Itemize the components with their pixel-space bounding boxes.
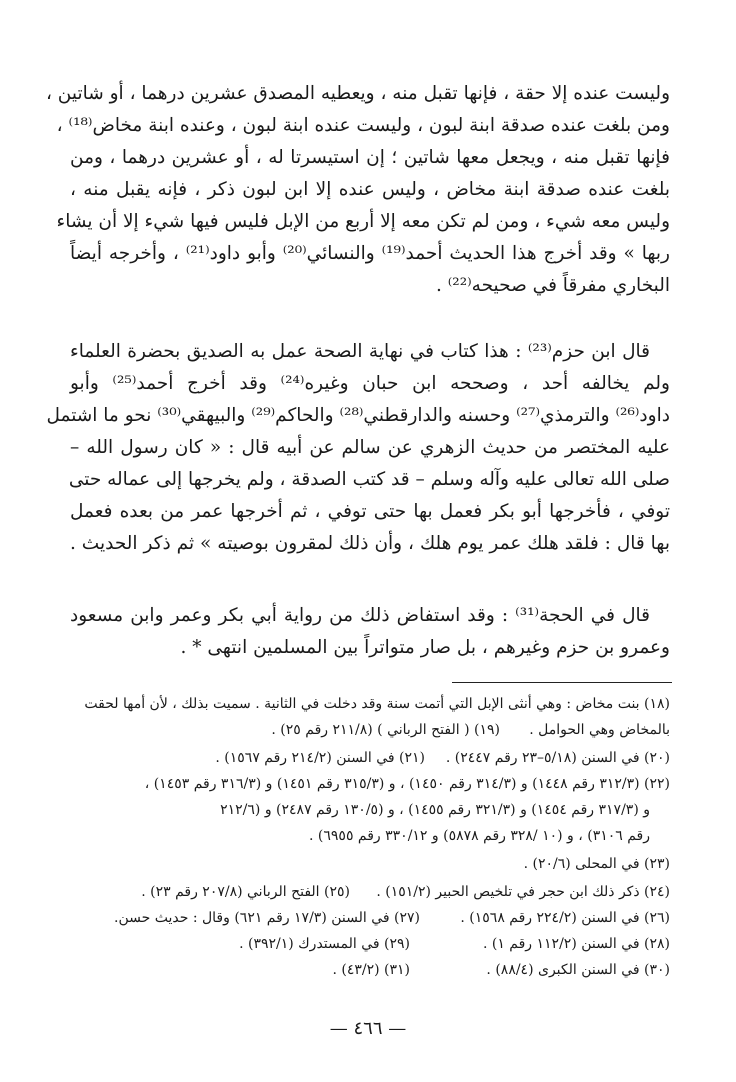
text-line: وليس معه شيء ، ومن لم تكن معه إلا أربع من الإبل فليس فيها شيء إلا أن يشاء — [56, 211, 670, 232]
footnote-26: (٢٦) في السنن (٢٢٤/٢ رقم ١٥٦٨) . — [460, 910, 670, 926]
text-line: قال في الحجة⁽³¹⁾ : وقد استفاض ذلك من رواية أبي بكر وعمر وابن مسعود — [70, 605, 650, 626]
text-line: وعمرو بن حزم وغيرهم ، بل صار متواتراً بين المسلمين انتهى * . — [180, 637, 670, 658]
page-number: — ٤٦٦ — — [329, 1018, 407, 1039]
footnote-30: (٣٠) في السنن الكبرى (٨٨/٤) . — [486, 962, 670, 978]
text-line: داود⁽²⁶⁾ والترمذي⁽²⁷⁾ وحسنه والدارقطني⁽²⁸⁾ والحاكم⁽²⁹⁾ والبيهقي⁽³⁰⁾ نحو ما اشتمل — [46, 405, 670, 426]
footnote-31: (٣١) (٤٣/٢) . — [332, 962, 410, 978]
footnote-22-cont: رقم ٣١٠٦) ، و (١٠ /٣٢٨ رقم ٥٨٧٨) و ٣٣٠/١٢ رقم ٦٩٥٥) . — [309, 828, 650, 844]
footnote-21: (٢١) في السنن (٢١٤/٢ رقم ١٥٦٧) . — [215, 750, 425, 766]
text-line: ولم يخالفه أحد ، وصححه ابن حبان وغيره⁽²⁴⁾ وقد أخرج أحمد⁽²⁵⁾ وأبو — [70, 373, 670, 394]
footnote-27: (٢٧) في السنن (١٧/٣ رقم ٦٢١) وقال : حديث حسن. — [114, 910, 420, 926]
footnote-24: (٢٤) ذكر ذلك ابن حجر في تلخيص الحبير (١٥١/٢) . — [376, 884, 670, 900]
text-line: قال ابن حزم⁽²³⁾ : هذا كتاب في نهاية الصحة عمل به الصديق بحضرة العلماء — [70, 341, 650, 362]
footnote-19: (١٩) ( الفتح الرباني ) (٢١١/٨ رقم ٢٥) . — [271, 722, 500, 738]
footnote-23: (٢٣) في المحلى (٢٠/٦) . — [523, 856, 670, 872]
footnote-22-cont: و (٣١٧/٣ رقم ١٤٥٤) و (٣٢١/٣ رقم ١٤٥٥) ، و (١٣٠/٥ رقم ٢٤٨٧) و (٢١٢/٦ — [220, 802, 650, 818]
footnote-29: (٢٩) في المستدرك (٣٩٢/١) . — [239, 936, 410, 952]
text-line: وليست عنده إلا حقة ، فإنها تقبل منه ، ويعطيه المصدق عشرين درهما ، أو شاتين ، — [45, 83, 670, 104]
footnote-18: (١٨) بنت مخاض : وهي أنثى الإبل التي أتمت سنة وقد دخلت في الثانية . سميت بذلك ، لأن أمها لحقت — [84, 696, 670, 712]
footnote-18-cont: بالمخاض وهي الحوامل . — [529, 722, 670, 738]
text-line: البخاري مفرقاً في صحيحه⁽²²⁾ . — [435, 275, 670, 296]
text-line: بلغت عنده صدقة ابنة مخاض ، وليس عنده إلا ابن لبون ذكر ، فإنه يقبل منه ، — [70, 179, 670, 200]
footnote-20: (٢٠) في السنن (٥/١٨–٢٣ رقم ٢٤٤٧) . — [445, 750, 670, 766]
footnote-28: (٢٨) في السنن (١١٢/٢ رقم ١) . — [482, 936, 670, 952]
text-line: بها قال : فلقد هلك عمر يوم هلك ، وأن ذلك لمقرون بوصيته » ثم ذكر الحديث . — [70, 533, 670, 554]
text-line: صلى الله تعالى عليه وآله وسلم – قد كتب الصدقة ، ولم يخرجها إلى عماله حتى — [68, 469, 670, 490]
text-line: توفي ، فأخرجها أبو بكر فعمل بها حتى توفي ، ثم أخرجها عمر من بعده فعمل — [70, 501, 670, 522]
footnote-22: (٢٢) (٣١٢/٣ رقم ١٤٤٨) و (٣١٤/٣ رقم ١٤٥٠) ، و (٣١٥/٣ رقم ١٤٥١) و (٣١٦/٣ رقم ١٤٥٣) ، — [144, 776, 670, 792]
text-line: عليه المختصر من حديث الزهري عن سالم عن أبيه قال : « كان رسول الله – — [70, 437, 670, 458]
text-line: ومن بلغت عنده صدقة ابنة لبون ، وليست عنده ابنة لبون ، وعنده ابنة مخاض⁽¹⁸⁾ ، — [56, 115, 670, 136]
text-line: ربها » وقد أخرج هذا الحديث أحمد⁽¹⁹⁾ والنسائي⁽²⁰⁾ وأبو داود⁽²¹⁾ ، وأخرجه أيضاً — [70, 243, 670, 264]
footnote-25: (٢٥) الفتح الرباني (٢٠٧/٨ رقم ٢٣) . — [141, 884, 350, 900]
footnote-divider — [452, 682, 672, 683]
text-line: فإنها تقبل منه ، ويجعل معها شاتين ؛ إن استيسرتا له ، أو عشرين درهما ، ومن — [70, 147, 670, 168]
